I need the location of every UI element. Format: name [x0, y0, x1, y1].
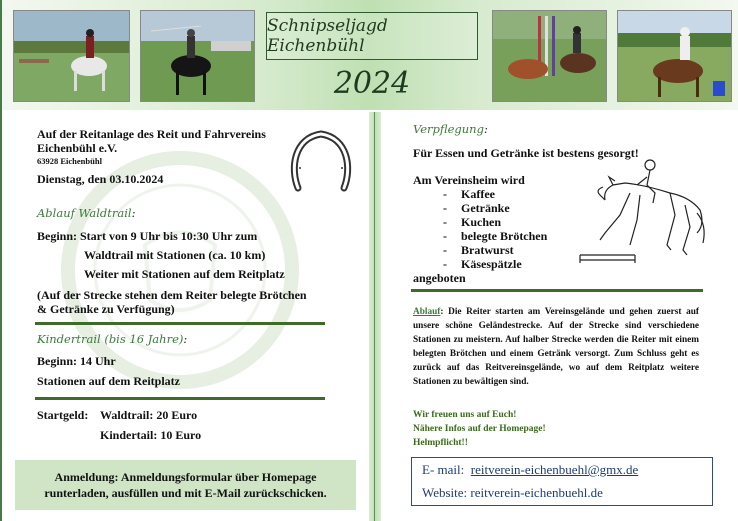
food-item-dash: - — [443, 215, 447, 229]
verpflegung-heading: Verpflegung: — [413, 122, 488, 136]
waldtrail-line-1: Beginn: Start von 9 Uhr bis 10:30 Uhr zum — [37, 229, 258, 243]
ablauf-label: Ablauf — [413, 307, 441, 317]
waldtrail-note-1: (Auf der Strecke stehen dem Reiter belegte Brötchen — [37, 288, 307, 302]
food-item: belegte Brötchen — [461, 229, 548, 243]
ablauf-text: Die Reiter starten am Vereinsgelände und gehen zuerst auf unsere schöne Geländestrecke. Auf der Strecke sind verschiedene Stationen zu meistern. Auf halber Strecke werden die Reiter mit einem belegten Brötchen und einem Getränk versorgt. Zum Schluss geht es zurück auf das Reitvereinsgelände, wo auf dem Reitplatz weitere Stationen zu bewältigen sind. — [413, 307, 700, 387]
vereinsheim-intro: Am Vereinsheim wird — [413, 173, 525, 187]
food-item-dash: - — [443, 243, 447, 257]
rider-drawing — [575, 155, 713, 270]
email-link[interactable]: reitverein-eichenbuehl@gmx.de — [470, 462, 639, 477]
kindertrail-line-2: Stationen auf dem Reitplatz — [37, 374, 180, 388]
startgeld-kindertail: Kindertail: 10 Euro — [100, 428, 202, 442]
photo-rider-white-horse — [13, 10, 130, 102]
ablauf-paragraph: Ablauf: Die Reiter starten am Vereinsgelände und gehen zuerst auf unsere schöne Geländestrecke. Auf der Strecke sind verschiedene Stationen zu meistern. Auf halber Strecke werden die Reiter mit einem belegten Brötchen und einem Getränk versorgt. Zum Schluss geht es zurück auf das Reitvereinsgelände, wo auf dem Reitplatz weitere Stationen zu bewältigen sind. — [413, 307, 700, 387]
email-row — [422, 462, 638, 478]
email-label: E- mail: — [422, 462, 465, 477]
food-item-dash: - — [443, 201, 447, 215]
registration-line-1: Anmeldung: Anmeldungsformular über Homepage — [54, 470, 317, 484]
registration-box — [15, 460, 356, 510]
food-item: Getränke — [461, 201, 510, 215]
kindertrail-heading: Kindertrail (bis 16 Jahre): — [37, 332, 188, 346]
registration-line-2: runterladen, ausfüllen und mit E-Mail zurückschicken. — [44, 486, 327, 500]
title-box — [266, 12, 478, 60]
section-divider — [411, 289, 703, 292]
column-divider — [369, 112, 381, 521]
photo-rider-helmet — [617, 10, 732, 102]
section-divider — [35, 397, 325, 400]
venue-line-1: Auf der Reitanlage des Reit und Fahrvereins — [37, 127, 266, 141]
waldtrail-heading: Ablauf Waldtrail: — [37, 206, 136, 220]
closing-line-2: Nähere Infos auf der Homepage! — [413, 424, 546, 434]
angeboten-text: angeboten — [413, 271, 466, 285]
horseshoe-icon — [288, 128, 354, 194]
venue-line-2: Eichenbühl e.V. — [37, 141, 118, 155]
startgeld-waldtrail: Waldtrail: 20 Euro — [100, 408, 198, 422]
food-item: Käsespätzle — [461, 257, 522, 271]
waldtrail-line-3: Weiter mit Stationen auf dem Reitplatz — [84, 267, 285, 281]
contact-box — [411, 457, 713, 506]
verpflegung-line: Für Essen und Getränke ist bestens gesorgt! — [413, 146, 639, 160]
photo-rider-black-horse — [140, 10, 255, 102]
kindertrail-line-1: Beginn: 14 Uhr — [37, 354, 116, 368]
closing-line-1: Wir freuen uns auf Euch! — [413, 410, 517, 420]
food-item-dash: - — [443, 187, 447, 201]
closing-line-3: Helmpflicht!! — [413, 438, 468, 448]
waldtrail-line-2: Waldtrail mit Stationen (ca. 10 km) — [84, 248, 266, 262]
startgeld-label: Startgeld: — [37, 408, 89, 422]
food-item: Kaffee — [461, 187, 495, 201]
food-item: Kuchen — [461, 215, 502, 229]
food-item-dash: - — [443, 229, 447, 243]
venue-postal: 63928 Eichenbühl — [37, 156, 102, 166]
left-border — [0, 0, 2, 521]
photo-horses-poles — [492, 10, 607, 102]
section-divider — [35, 322, 325, 325]
food-item: Bratwurst — [461, 243, 514, 257]
event-title: Schnipseljagd Eichenbühl — [267, 16, 388, 56]
event-date: Dienstag, den 03.10.2024 — [37, 172, 164, 186]
event-year: 2024 — [333, 66, 411, 101]
food-item-dash: - — [443, 257, 447, 271]
website-label: Website: — [422, 485, 468, 500]
website-link[interactable]: reitverein-eichenbuehl.de — [470, 485, 603, 500]
website-row — [422, 485, 603, 501]
waldtrail-note-2: & Getränke zu Verfügung) — [37, 302, 175, 316]
